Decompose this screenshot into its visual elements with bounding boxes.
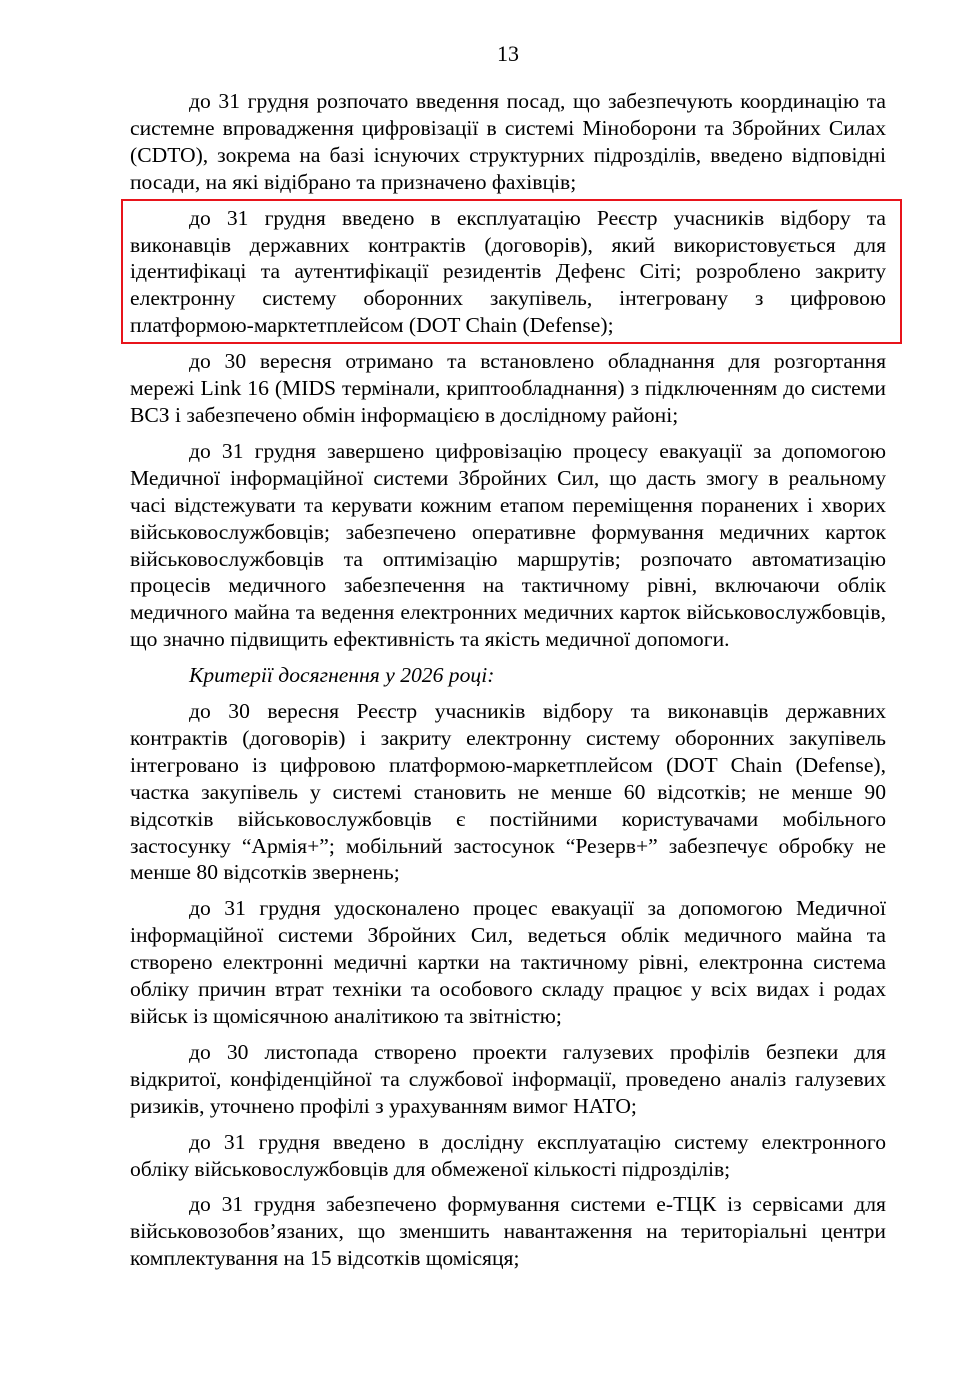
criteria-heading-2026: Критерії досягнення у 2026 році: xyxy=(189,663,495,688)
page-number: 13 xyxy=(497,41,519,66)
paragraph-electronic-records: до 31 грудня введено в дослідну експлуатацію систему електронного обліку військовослужбовців для обмеженої кількості підрозділів; xyxy=(130,1129,886,1181)
paragraph-medical-improvement: до 31 грудня удосконалено процес евакуації за допомогою Медичної інформаційної системи Збройних Сил, ведеться облік медичного майна та створено електронні медичні картки на тактичному рівні, електронна система обліку причин втрат техніки та особового складу працює у всіх видах і родах військ із щомісячною аналітикою та звітністю; xyxy=(130,896,886,1028)
paragraph-e-tck: до 31 грудня забезпечено формування системи е-ТЦК із сервісами для військовозобов’язаних, що зменшить навантаження на територіальні центри комплектування на 15 відсотків щомісяця; xyxy=(130,1192,886,1271)
highlighted-passage xyxy=(130,205,886,340)
paragraph-registry-procurement: до 31 грудня введено в експлуатацію Реєстр учасників відбору та виконавців державних контрактів (договорів), який використовується для ідентифікаці та аутентифікації резидентів Дефенс Сіті; розроблено закриту електронну систему оборонних закупівель, інтегровану з цифровою платформою-марктетплейсом (DOT Chain (Defense); xyxy=(130,205,886,338)
paragraph-medical-evacuation: до 31 грудня завершено цифровізацію процесу евакуації за допомогою Медичної інформаційної системи Збройних Сил, що дасть змогу в реальному часі відстежувати та керувати кожним етапом переміщення поранених і хворих військовослужбовців; забезпечено оперативне формування медичних карток військовослужбовців та оптимізацію маршрутів; розпочато автоматизацію процесів медичного забезпечення на тактичному рівні, включаючи облік медичного майна та ведення електронних медичних карток військовослужбовців, що значно підвищить ефективність та якість медичної допомоги. xyxy=(130,438,886,652)
paragraph-registry-integration: до 30 вересня Реєстр учасників відбору та виконавців державних контрактів (договорів) і закриту електронну систему оборонних закупівель інтегровано із цифровою платформою-маркетплейсом (DOT Chain (Defense), частка закупівель у системі становить не менше 60 відсотків; не менше 90 відсотків військовослужбовців є постійними користувачами мобільного застосунку “Армія+”; мобільний застосунок “Резерв+” забезпечує обробку не менше 80 відсотків звернень; xyxy=(130,699,886,885)
paragraph-cdto-positions: до 31 грудня розпочато введення посад, що забезпечують координацію та системне впровадження цифровізації в системі Міноборони та Збройних Силах (CDTO), зокрема на базі існуючих структурних підрозділів, введено відповідні посади, на які відібрано та призначено фахівців; xyxy=(130,89,886,194)
document-body xyxy=(130,88,886,1281)
paragraph-security-profiles: до 30 листопада створено проекти галузевих профілів безпеки для відкритої, конфіденційної та службової інформації, проведено аналіз галузевих ризиків, уточнено профілі з урахуванням вимог НАТО; xyxy=(130,1039,886,1118)
paragraph-link16: до 30 вересня отримано та встановлено обладнання для розгортання мережі Link 16 (MIDS термінали, криптообладнання) з підключенням до системи ВСЗ і забезпечено обмін інформацією в дослідному районі; xyxy=(130,349,886,427)
